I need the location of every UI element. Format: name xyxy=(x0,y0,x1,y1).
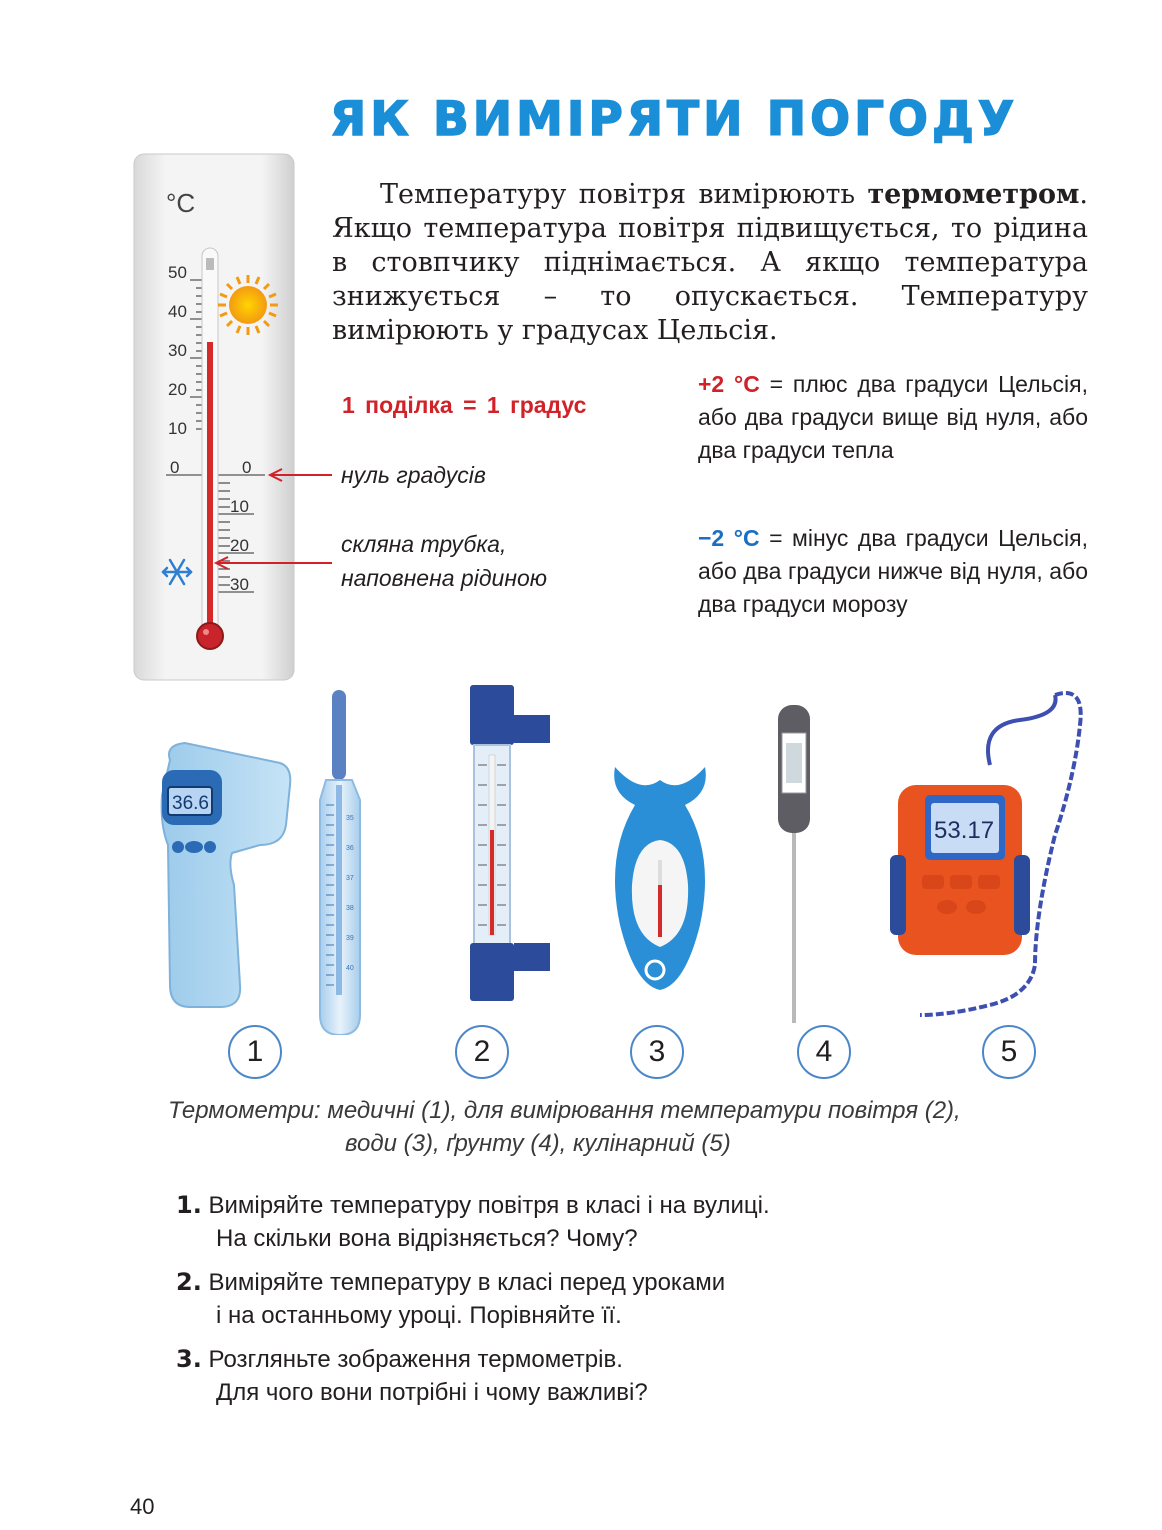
intro-paragraph xyxy=(332,178,1088,348)
digital-cooking-thermometer-icon xyxy=(890,693,1081,1015)
soil-thermometer-icon xyxy=(778,705,810,1023)
tick-label: 10 xyxy=(168,419,187,438)
device-number-4: 4 xyxy=(797,1025,851,1079)
ir-display-value: 36.6 xyxy=(172,793,209,814)
task-item xyxy=(176,1343,648,1409)
minus-two-definition xyxy=(698,522,1088,621)
caption-line1: Термометри: медичні (1), для вимірювання температури повітря (2), xyxy=(168,1097,961,1124)
tick-label: 30 xyxy=(168,341,187,360)
infrared-thermometer-icon xyxy=(162,743,291,1007)
glass-tube-note xyxy=(341,527,547,595)
digital-display-value: 53.17 xyxy=(934,817,995,844)
plus-two-value: +2 °C xyxy=(698,371,760,397)
device-number-1: 1 xyxy=(228,1025,282,1079)
glass-tube-note-line1: скляна трубка, xyxy=(341,531,507,557)
minus-two-text: = мінус два градуси Цельсія, або два градуси нижче від нуля, або два градуси морозу xyxy=(698,525,1089,617)
medical-tick-label: 37 xyxy=(346,875,354,882)
device-number-5: 5 xyxy=(982,1025,1036,1079)
water-thermometer-icon xyxy=(614,767,706,990)
medical-tick-label: 38 xyxy=(346,905,354,912)
tick-label: 10 xyxy=(230,497,249,516)
plus-two-definition xyxy=(698,368,1088,467)
intro-text-1: Температуру повітря вимірюють xyxy=(380,179,868,210)
intro-text-2: . Якщо температура повітря підвищується, то рідина в стовпчику піднімається. А якщо температура знижується – то опускається. Температуру вимірюють у градусах Цельсія. xyxy=(332,179,1088,346)
task-line2: Для чого вони потрібні і чому важливі? xyxy=(216,1379,648,1406)
device-number-3: 3 xyxy=(630,1025,684,1079)
air-thermometer-icon xyxy=(470,685,550,1001)
devices-caption xyxy=(168,1094,961,1160)
tick-label: 40 xyxy=(168,302,187,321)
task-line1: Розгляньте зображення термометрів. xyxy=(208,1346,623,1373)
pointer-arrows xyxy=(210,455,335,575)
page-number: 40 xyxy=(130,1494,155,1519)
medical-tick-label: 36 xyxy=(346,845,354,852)
wall-thermometer-illustration xyxy=(130,150,300,690)
medical-tick-label: 35 xyxy=(346,815,354,822)
task-number: 2. xyxy=(176,1268,202,1296)
tick-label: 30 xyxy=(230,575,249,594)
page-title: ЯК ВИМІРЯТИ ПОГОДУ xyxy=(330,92,1019,147)
tick-label: 0 xyxy=(170,458,180,477)
plus-two-text: = плюс два градуси Цельсія, або два градуси вище від нуля, або два градуси тепла xyxy=(698,371,1089,463)
task-number: 1. xyxy=(176,1191,202,1219)
task-line2: і на останньому уроці. Порівняйте її. xyxy=(216,1302,622,1329)
intro-term: термометром xyxy=(867,179,1080,210)
tick-label: 50 xyxy=(168,263,187,282)
thermometer-devices-illustration xyxy=(150,685,1090,1035)
task-item xyxy=(176,1266,725,1332)
task-item xyxy=(176,1189,770,1255)
glass-tube-note-line2: наповнена рідиною xyxy=(341,565,548,591)
zero-degrees-note: нуль градусів xyxy=(341,462,486,488)
tick-label: 20 xyxy=(168,380,187,399)
caption-line2: води (3), ґрунту (4), кулінарний (5) xyxy=(345,1130,731,1157)
task-line2: На скільки вона відрізняється? Чому? xyxy=(216,1225,638,1252)
tick-label: 20 xyxy=(230,536,249,555)
task-line1: Виміряйте температуру повітря в класі і на вулиці. xyxy=(208,1192,770,1219)
scale-division-note: 1 поділка = 1 градус xyxy=(342,392,587,418)
medical-tick-label: 40 xyxy=(346,965,354,972)
tick-label: 0 xyxy=(242,458,252,477)
task-line1: Виміряйте температуру в класі перед уроками xyxy=(208,1269,726,1296)
task-number: 3. xyxy=(176,1345,202,1373)
device-number-2: 2 xyxy=(455,1025,509,1079)
celsius-unit-label: °C xyxy=(166,188,196,218)
medical-tick-label: 39 xyxy=(346,935,354,942)
medical-thermometer-icon xyxy=(320,690,360,1035)
minus-two-value: −2 °C xyxy=(698,525,760,551)
